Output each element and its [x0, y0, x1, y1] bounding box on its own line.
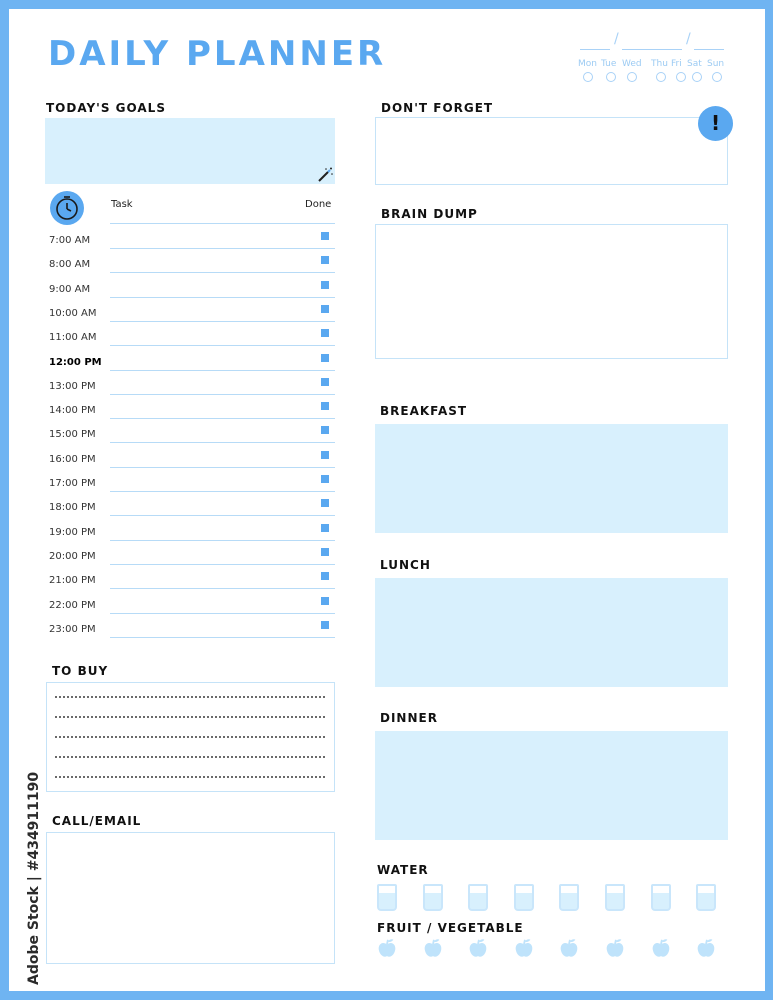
weekday-checkbox[interactable]	[583, 72, 593, 82]
time-label: 20:00 PM	[49, 550, 96, 562]
task-row[interactable]	[110, 345, 335, 346]
task-row[interactable]	[110, 564, 335, 565]
time-label: 23:00 PM	[49, 623, 96, 635]
dont-forget-box[interactable]	[375, 117, 728, 185]
page-title: DAILY PLANNER	[48, 34, 387, 74]
task-row[interactable]	[110, 418, 335, 419]
time-label: 13:00 PM	[49, 380, 96, 392]
done-checkbox[interactable]	[321, 426, 329, 434]
goals-box[interactable]	[45, 118, 335, 184]
task-row[interactable]	[110, 442, 335, 443]
date-slash: /	[614, 31, 619, 47]
dont-forget-label: DON'T FORGET	[381, 101, 494, 115]
dinner-box[interactable]	[375, 731, 728, 840]
task-row[interactable]	[110, 248, 335, 249]
water-glass-icon[interactable]	[605, 884, 625, 911]
done-checkbox[interactable]	[321, 281, 329, 289]
date-month-line[interactable]	[622, 35, 682, 50]
done-checkbox[interactable]	[321, 524, 329, 532]
done-checkbox[interactable]	[321, 329, 329, 337]
apple-icon[interactable]	[559, 938, 579, 958]
apple-icon[interactable]	[377, 938, 397, 958]
call-email-label: CALL/EMAIL	[52, 814, 142, 828]
apple-icon[interactable]	[605, 938, 625, 958]
task-row[interactable]	[110, 321, 335, 322]
task-row[interactable]	[110, 467, 335, 468]
water-label: WATER	[377, 863, 429, 877]
apple-icon[interactable]	[696, 938, 716, 958]
fruit-vegetable-label: FRUIT / VEGETABLE	[377, 921, 524, 935]
done-checkbox[interactable]	[321, 499, 329, 507]
to-buy-line	[55, 756, 325, 758]
to-buy-line	[55, 696, 325, 698]
dinner-label: DINNER	[380, 711, 438, 725]
time-label: 9:00 AM	[49, 283, 91, 295]
water-glass-icon[interactable]	[559, 884, 579, 911]
task-row[interactable]	[110, 613, 335, 614]
clock-icon	[50, 191, 84, 225]
time-label: 12:00 PM	[49, 356, 102, 368]
task-row[interactable]	[110, 588, 335, 589]
time-label: 21:00 PM	[49, 575, 96, 587]
goals-label: TODAY'S GOALS	[46, 101, 166, 115]
to-buy-line	[55, 776, 325, 778]
task-row[interactable]	[110, 540, 335, 541]
time-label: 18:00 PM	[49, 502, 96, 514]
apple-icon[interactable]	[423, 938, 443, 958]
to-buy-label: TO BUY	[52, 664, 109, 678]
weekday-checkbox[interactable]	[712, 72, 722, 82]
magic-wand-icon	[316, 166, 334, 184]
weekday-checkbox[interactable]	[606, 72, 616, 82]
task-row[interactable]	[110, 272, 335, 273]
done-column-header: Done	[305, 199, 332, 210]
weekday-label: Tue	[601, 59, 617, 69]
task-row[interactable]	[110, 394, 335, 395]
weekday-checkbox[interactable]	[656, 72, 666, 82]
done-checkbox[interactable]	[321, 354, 329, 362]
task-row[interactable]	[110, 491, 335, 492]
time-label: 22:00 PM	[49, 599, 96, 611]
time-label: 19:00 PM	[49, 526, 96, 538]
weekday-label: Mon	[578, 59, 597, 69]
task-row[interactable]	[110, 637, 335, 638]
exclamation-icon: !	[698, 106, 733, 141]
to-buy-line	[55, 736, 325, 738]
water-glass-icon[interactable]	[423, 884, 443, 911]
stock-watermark: Adobe Stock | #434911190	[26, 771, 42, 985]
time-label: 10:00 AM	[49, 307, 97, 319]
water-glass-icon[interactable]	[514, 884, 534, 911]
done-checkbox[interactable]	[321, 475, 329, 483]
task-row[interactable]	[110, 370, 335, 371]
time-label: 14:00 PM	[49, 405, 96, 417]
time-label: 7:00 AM	[49, 235, 91, 246]
date-year-line[interactable]	[694, 35, 724, 50]
weekday-checkbox[interactable]	[627, 72, 637, 82]
time-label: 8:00 AM	[49, 259, 91, 271]
done-checkbox[interactable]	[321, 305, 329, 313]
water-glass-icon[interactable]	[377, 884, 397, 911]
done-checkbox[interactable]	[321, 378, 329, 386]
done-checkbox[interactable]	[321, 621, 329, 629]
apple-icon[interactable]	[514, 938, 534, 958]
time-label: 15:00 PM	[49, 429, 96, 441]
water-glass-icon[interactable]	[696, 884, 716, 911]
apple-icon[interactable]	[651, 938, 671, 958]
time-label: 16:00 PM	[49, 453, 96, 465]
breakfast-label: BREAKFAST	[380, 404, 468, 418]
weekday-checkbox[interactable]	[676, 72, 686, 82]
task-column-header: Task	[111, 199, 133, 210]
schedule-header-line	[110, 223, 335, 224]
water-glass-icon[interactable]	[651, 884, 671, 911]
task-row[interactable]	[110, 297, 335, 298]
time-label: 17:00 PM	[49, 478, 96, 489]
to-buy-line	[55, 716, 325, 718]
done-checkbox[interactable]	[321, 572, 329, 580]
lunch-label: LUNCH	[380, 558, 431, 572]
brain-dump-box[interactable]	[375, 224, 728, 359]
weekday-checkbox[interactable]	[692, 72, 702, 82]
weekday-label: Thu	[651, 59, 668, 69]
done-checkbox[interactable]	[321, 451, 329, 459]
done-checkbox[interactable]	[321, 232, 329, 240]
date-slash: /	[686, 31, 691, 47]
weekday-label: Sun	[707, 59, 725, 69]
done-checkbox[interactable]	[321, 402, 329, 410]
apple-icon[interactable]	[468, 938, 488, 958]
water-glass-icon[interactable]	[468, 884, 488, 911]
done-checkbox[interactable]	[321, 256, 329, 264]
done-checkbox[interactable]	[321, 597, 329, 605]
done-checkbox[interactable]	[321, 548, 329, 556]
breakfast-box[interactable]	[375, 424, 728, 533]
brain-dump-label: BRAIN DUMP	[381, 207, 478, 221]
date-day-line[interactable]	[580, 35, 610, 50]
call-email-box[interactable]	[46, 832, 335, 964]
weekday-label: Sat	[687, 59, 702, 69]
time-label: 11:00 AM	[49, 332, 97, 344]
task-row[interactable]	[110, 515, 335, 516]
weekday-label: Wed	[622, 59, 642, 69]
lunch-box[interactable]	[375, 578, 728, 687]
weekday-label: Fri	[671, 59, 682, 69]
